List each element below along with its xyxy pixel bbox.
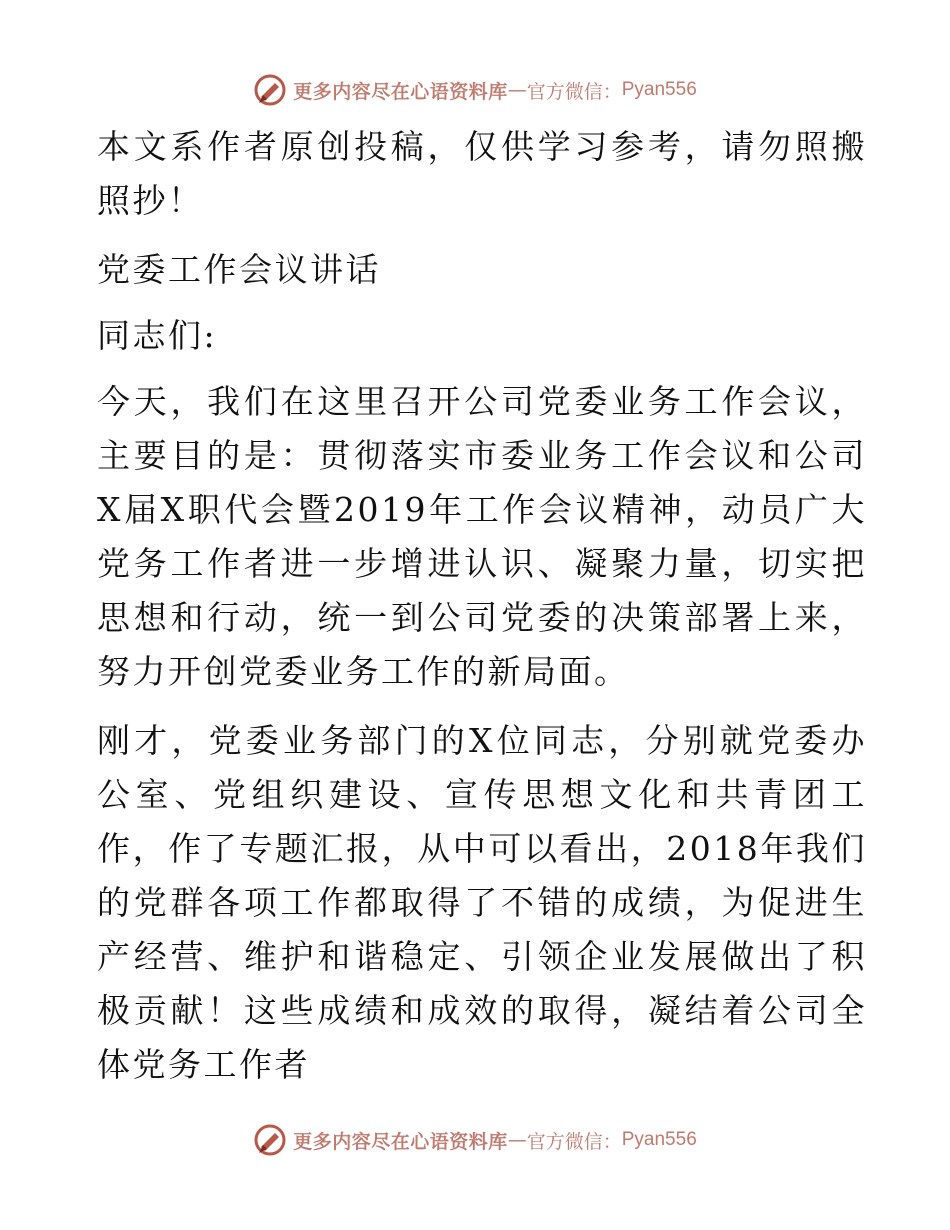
- footer-banner: [0, 1120, 950, 1160]
- notice-paragraph: 本文系作者原创投稿，仅供学习参考，请勿照搬照抄！: [97, 127, 867, 220]
- header-banner: [0, 70, 950, 110]
- footer-separator: —: [507, 1129, 527, 1151]
- banner-separator: —: [507, 79, 527, 101]
- footer-official-label: 官方微信：: [526, 1130, 622, 1153]
- body-paragraph-1: 今天，我们在这里召开公司党委业务工作会议，主要目的是：贯彻落实市委业务工作会议和公司X届X职代会暨2019年工作会议精神，动员广大党务工作者进一步增进认识、凝聚力量，切实把思想和行动，统一到公司党委的决策部署上来，努力开创党委业务工作的新局面。: [97, 382, 867, 691]
- footer-brand: 更多内容尽在心语资料库: [293, 1130, 508, 1153]
- pen-circle-logo-icon: [253, 73, 287, 107]
- salutation: 同志们:: [97, 316, 218, 355]
- banner-official-label: 官方微信：: [526, 80, 622, 103]
- pen-circle-logo-icon: [253, 1123, 287, 1157]
- document-body: [97, 120, 867, 1107]
- document-title: 党委工作会议讲话: [97, 250, 381, 289]
- banner-wechat-id: Pyan556: [621, 79, 697, 100]
- body-paragraph-2: 刚才，党委业务部门的X位同志，分别就党委办公室、党组织建设、宣传思想文化和共青团工作，作了专题汇报，从中可以看出，2018年我们的党群各项工作都取得了不错的成绩，为促进生产经营、维护和谐稳定、引领企业发展做出了积极贡献！这些成绩和成效的取得，凝结着公司全体党务工作者: [97, 721, 867, 1084]
- banner-brand: 更多内容尽在心语资料库: [293, 80, 508, 103]
- footer-wechat-id: Pyan556: [621, 1129, 697, 1150]
